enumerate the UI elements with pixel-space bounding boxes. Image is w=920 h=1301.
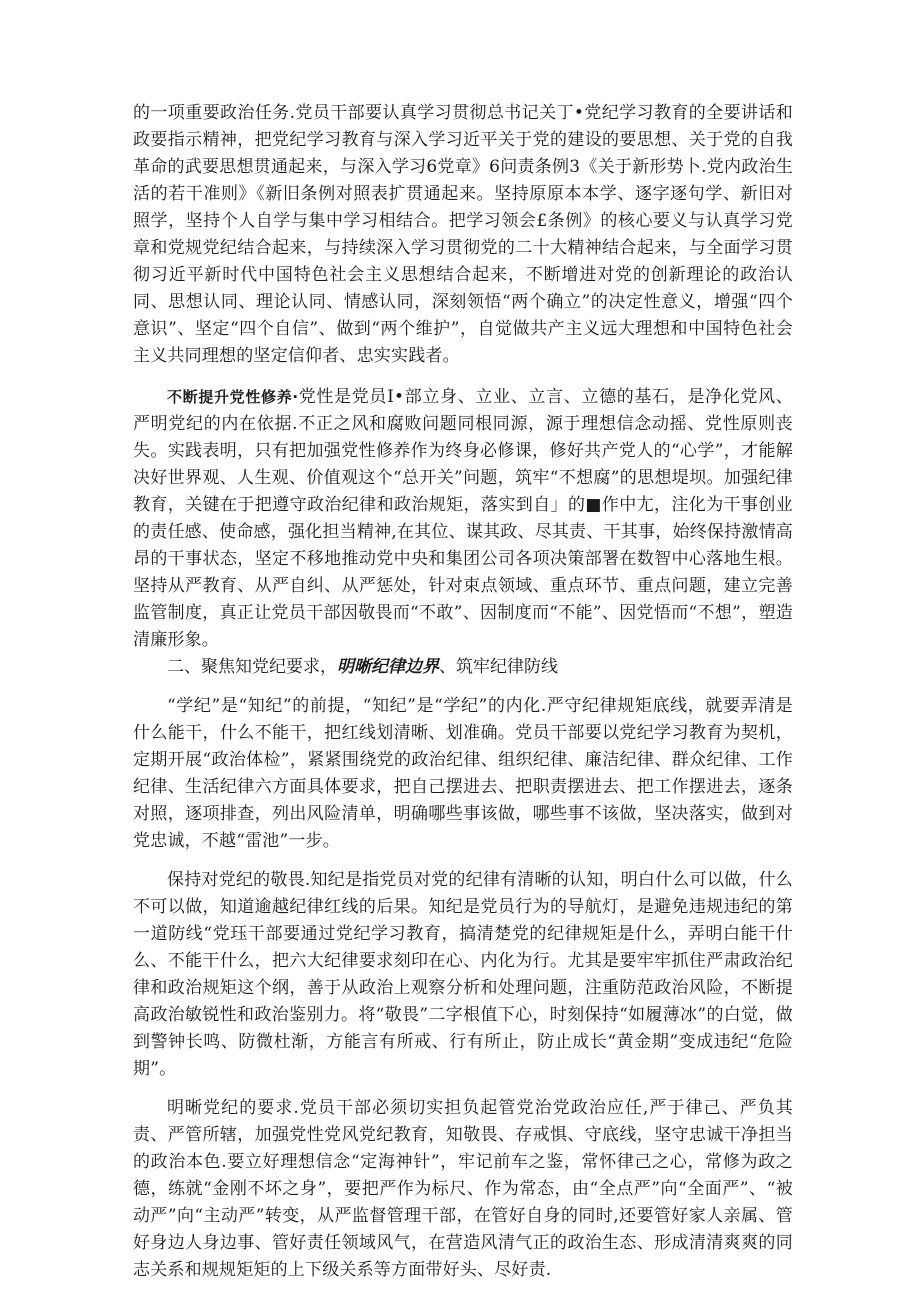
paragraph-know-discipline: “学纪”是“知纪”的前提，“知纪”是“学纪”的内化.严守纪律规矩底线，就要弄清是什么能干，什么不能干，把红线划清晰、划准确。党员干部要以党纪学习教育为契机，定期开展“政治体检”，紧紧围绕党的政治纪律、组织纪律、廉洁纪律、群众纪律、工作纪律、生活纪律六方面具体要求，把自己摆进去、把职责摆进去、把工作摆进去，逐条对照，逐项排查，列出风险清单，明确哪些事该做，哪些事不该做，坚决落实，做到对党忠诚，不越“雷池”一步。: [133, 696, 793, 851]
heading-prefix: 二、聚焦知党纪要求，: [167, 657, 337, 677]
paragraph-lead-title: 不断提升党性修养·: [167, 388, 299, 406]
document-page: [133, 100, 793, 1284]
paragraph-clarify-requirements: 明晰党纪的要求.党员干部必须切实担负起管党治党政治应任,严于律己、严负其责、严管所辖，加强党性党风党纪教育，知敬畏、存戒惧、守底线，坚守忠诚干净担当的政治本色.要立好理想信念“定海神针”，牢记前车之鉴，常怀律己之心，常修为政之德，练就“金刚不坏之身”，要把严作为标尺、作为常态，由“全点严”向“全面严”、“被动严”向“主动严”转变，从严监督管理干部，在管好自身的同时,还要管好家人亲属、管好身边人身边事、管好责任领域风气，在营造风清气正的政治生态、形成清清爽爽的同志关系和规规矩矩的上下级关系等方面带好头、尽好责.: [133, 1098, 793, 1280]
heading-emphasis: 明晰纪律边界: [337, 657, 439, 677]
section-heading-two: [133, 654, 793, 681]
paragraph-body: 党性是党员I•部立身、立业、立言、立德的基石，是净化党风、严明党纪的内在依据.不正之风和腐败问题同根同源，源于理想信念动摇、党性原则丧失。实践表明，只有把加强党性修养作为终身必修课，修好共产党人的“心学”，才能解决好世界观、人生观、价值观这个“总开关”问题，筑牢“不想腐”的思想堤坝。加强纪律教育，关键在于把遵守政治纪律和政治规矩，落实到自」的■作中尢，注化为干事创业的责任感、使命感，强化担当精神,在其位、谋其政、尽其责、干其事，始终保持激情高昂的干事状态，坚定不移地推动党中央和集团公司各项决策部署在数智中心落地生根。坚持从严教育、从严自纠、从严惩处，针对束点领域、重点环节、重点问题，建立完善监管制度，真正让党员干部因敬畏而“不敢”、因制度而“不能”、因党悟而“不想”，塑造清廉形象。: [133, 387, 794, 650]
paragraph-study-party-rules: 的一项重要政治任务.党员干部要认真学习贯彻总书记关丁•党纪学习教育的全要讲话和政要指示精神，把党纪学习教育与深入学习近平关于党的建设的要思想、关于党的自我革命的武要思想贯通起来，与深入学习6党章》6问责条例3《关于新形势卜.党内政治生活的若干准则》《新旧条例对照表扩贯通起来。坚持原原本本学、逐字逐句学、新旧对照学，坚持个人自学与集中学习相结合。把学习领会£条例》的核心要义与认真学习党章和党规党纪结合起来，与持续深入学习贯彻党的二十大精神结合起来，与全面学习贯彻习近平新时代中国特色社会主义思想结合起来，不断增进对党的创新理论的政治认同、思想认同、理论认同、情感认同，深刻领悟“两个确立”的决定性意义，增强“四个意识”、坚定“四个自信”、做到“两个维护”，自觉做共产主义远大理想和中国特色社会主义共同理想的坚定信仰者、忠实实践者。: [133, 103, 793, 366]
paragraph-respect-discipline: 保持对党纪的敬畏.知纪是指党员对党的纪律有清晰的认知，明白什么可以做，什么不可以做，知道逾越纪律红线的后果。知纪是党员行为的导航灯，是避免违规违纪的第一道防线“党珏干部要通过党纪学习教育，搞清楚党的纪律规矩是什么，弄明白能干什么、不能干什么，把六大纪律要求刻印在心、内化为行。尤其是要牢牢抓住严肃政治纪律和政治规矩这个纲，善于从政治上观察分析和处理问题，注重防范政治风险，不断提高政治敏锐性和政治鉴别力。将“敬畏”二字根值下心，时刻保持“如履薄冰”的白觉，做到警钟长鸣、防微杜渐，方能言有所戒、行有所止，防止成长“黄金期”变成违纪“危险期”。: [133, 870, 793, 1079]
paragraph-party-spirit: [133, 384, 793, 654]
heading-suffix: 、筑牢纪律防线: [439, 657, 558, 677]
